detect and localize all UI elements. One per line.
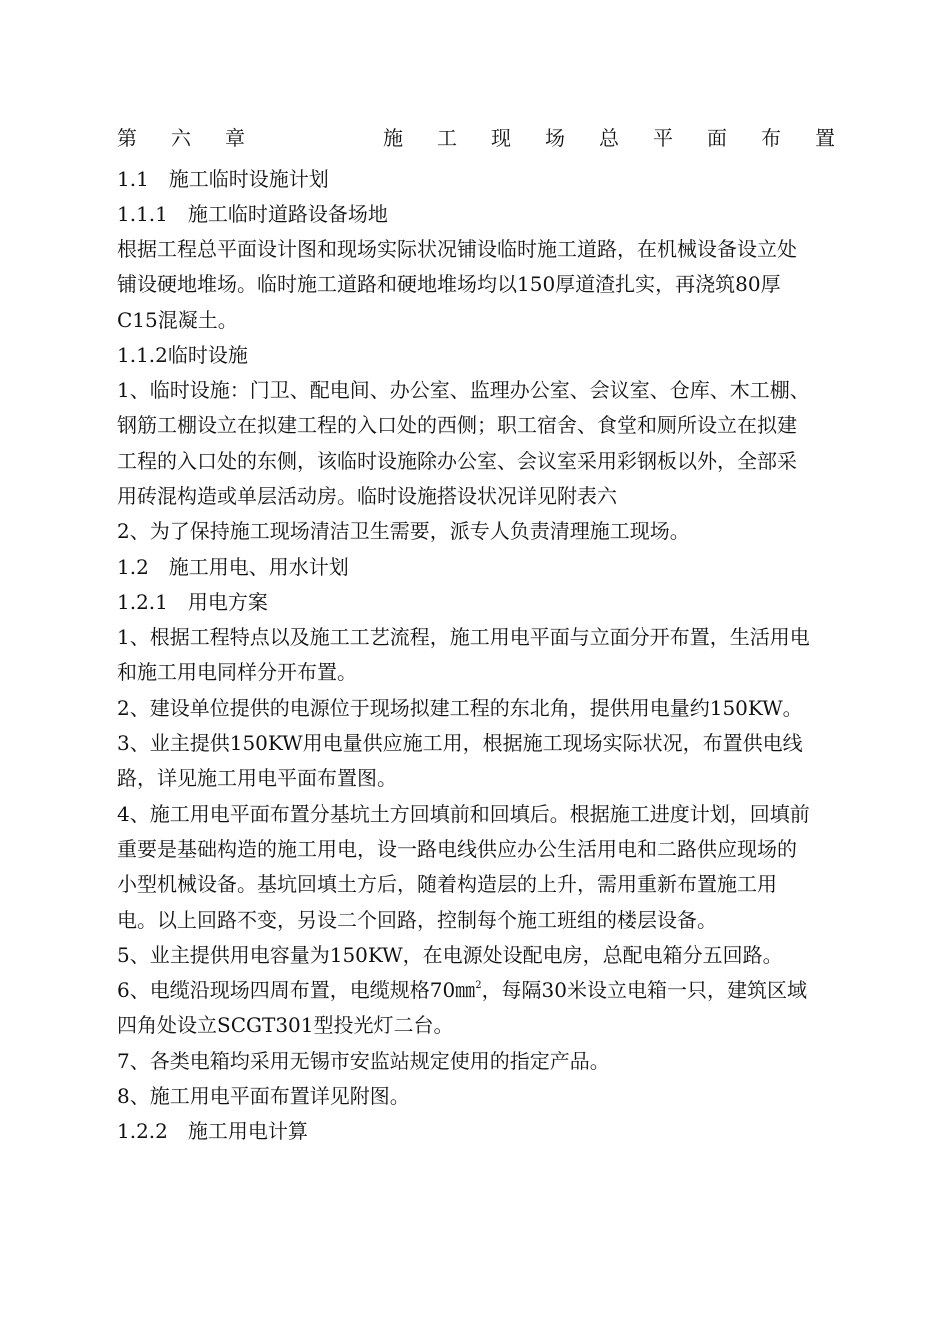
body-line: 4、施工用电平面布置分基坑土方回填前和回填后。根据施工进度计划，回填前 — [117, 802, 810, 826]
body-line: C15混凝土。 — [117, 308, 238, 332]
heading-1-1-2: 1.1.2临时设施 — [117, 343, 248, 367]
heading-1-2-1: 1.2.1 用电方案 — [117, 590, 268, 614]
title-char: 布 — [761, 126, 781, 150]
body-line: 路，详见施工用电平面布置图。 — [117, 766, 397, 790]
title-gap — [279, 124, 349, 152]
heading-1-2-2: 1.2.2 施工用电计算 — [117, 1119, 308, 1143]
body-line: 钢筋工棚设立在拟建工程的入口处的西侧；职工宿舍、食堂和厕所设立在拟建 — [117, 413, 797, 437]
body-line: 根据工程总平面设计图和现场实际状况铺设临时施工道路，在机械设备设立处 — [117, 237, 797, 261]
body-line: 5、业主提供用电容量为150KW，在电源处设配电房，总配电箱分五回路。 — [117, 943, 783, 967]
body-line: 7、各类电箱均采用无锡市安监站规定使用的指定产品。 — [117, 1049, 610, 1073]
body-line: 2、建设单位提供的电源位于现场拟建工程的东北角，提供用电量约150KW。 — [117, 696, 803, 720]
superscript-2: 2 — [475, 980, 482, 991]
body-line: 重要是基础构造的施工用电，设一路电线供应办公生活用电和二路供应现场的 — [117, 837, 797, 861]
body-line: 8、施工用电平面布置详见附图。 — [117, 1084, 410, 1108]
body-line: 小型机械设备。基坑回填土方后，随着构造层的上升，需用重新布置施工用 — [117, 872, 777, 896]
title-char: 面 — [707, 126, 727, 150]
heading-1-1-1: 1.1.1 施工临时道路设备场地 — [117, 202, 388, 226]
body-line: 四角处设立SCGT301型投光灯二台。 — [117, 1013, 454, 1037]
title-char: 总 — [599, 126, 619, 150]
body-line: 电。以上回路不变，另设二个回路，控制每个施工班组的楼层设备。 — [117, 908, 717, 932]
title-char: 平 — [653, 126, 673, 150]
title-char: 工 — [437, 126, 457, 150]
heading-1-2: 1.2 施工用电、用水计划 — [117, 555, 349, 579]
title-char: 施 — [383, 126, 403, 150]
body-line: 用砖混构造或单层活动房。临时设施搭设状况详见附表六 — [117, 484, 617, 508]
title-char: 章 — [225, 126, 245, 150]
body-line-cable-spec — [117, 976, 837, 1004]
title-char: 场 — [545, 126, 565, 150]
title-char: 现 — [491, 126, 511, 150]
body-line: 1、根据工程特点以及施工工艺流程，施工用电平面与立面分开布置，生活用电 — [117, 625, 810, 649]
title-char: 六 — [171, 126, 191, 150]
title-char: 第 — [117, 126, 137, 150]
cable-spec-text-cont: ，每隔30米设立电箱一只，建筑区域 — [481, 978, 808, 1002]
body-line: 铺设硬地堆场。临时施工道路和硬地堆场均以150厚道渣扎实，再浇筑80厚 — [117, 272, 781, 296]
body-line: 1、临时设施：门卫、配电间、办公室、监理办公室、会议室、仓库、木工棚、 — [117, 378, 810, 402]
title-char: 置 — [815, 126, 835, 150]
body-line: 和施工用电同样分开布置。 — [117, 660, 357, 684]
chapter-title — [117, 124, 835, 152]
body-line: 2、为了保持施工现场清洁卫生需要，派专人负责清理施工现场。 — [117, 519, 690, 543]
heading-1-1: 1.1 施工临时设施计划 — [117, 167, 329, 191]
body-line: 工程的入口处的东侧，该临时设施除办公室、会议室采用彩钢板以外，全部采 — [117, 449, 797, 473]
cable-spec-text: 6、电缆沿现场四周布置，电缆规格70㎜ — [117, 978, 476, 1002]
body-line: 3、业主提供150KW用电量供应施工用，根据施工现场实际状况，布置供电线 — [117, 731, 803, 755]
